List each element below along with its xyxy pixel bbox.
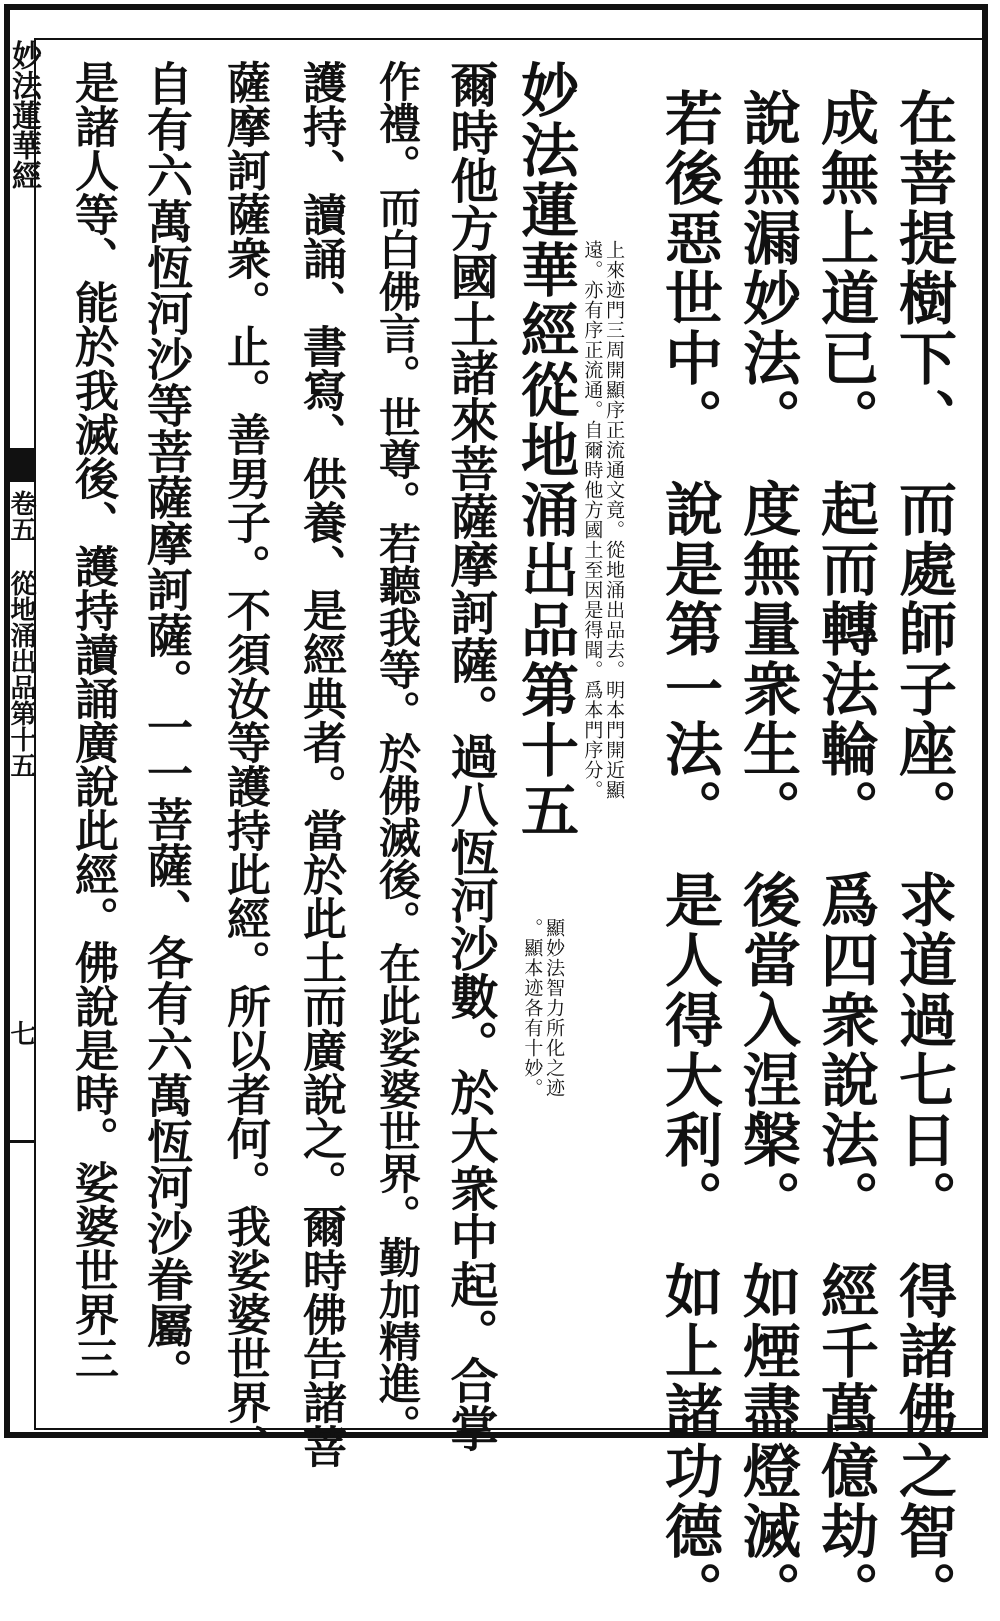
heading-note-line-1: 顯妙法智力所化之迹 <box>543 918 566 1098</box>
margin-book-title: 妙法蓮華經 <box>6 40 41 190</box>
text-column-10: 薩摩訶薩衆。止。善男子。不須汝等護持此經。所以者何。我娑婆世界、 <box>219 60 270 1468</box>
text-column-7: 爾時他方國土諸來菩薩摩訶薩。過八恆河沙數。於大衆中起。合掌 <box>442 60 498 1452</box>
text-column-9: 護持、讀誦、書寫、供養、是經典者。當於此土而廣說之。爾時佛告諸菩 <box>295 60 346 1468</box>
text-body <box>34 38 984 1621</box>
page-margin <box>6 10 41 1444</box>
chapter-heading: 妙法蓮華經從地涌出品第十五 <box>511 60 579 840</box>
margin-divider-band <box>10 448 34 482</box>
heading-note-line-2: 。顯本迹各有十妙。 <box>521 918 544 1098</box>
text-column-11: 自有六萬恆河沙等菩薩摩訶薩。一一菩薩、各有六萬恆河沙眷屬。 <box>140 60 194 1394</box>
text-column-8: 作禮。而白佛言。世尊。若聽我等。於佛滅後。在此娑婆世界。勤加精進。 <box>373 60 422 1446</box>
margin-page-number: 七 <box>6 1020 36 1046</box>
chapter-heading-note <box>499 780 586 1098</box>
text-column-12: 是諸人等、能於我滅後、護持讀誦廣說此經。佛說是時。娑婆世界三 <box>67 60 118 1380</box>
margin-chapter-title: 從地涌出品第十五 <box>6 570 36 778</box>
verse-column-2: 成無上道已。 起而轉法輪。 爲四衆說法。 經千萬億劫。 <box>811 88 879 1621</box>
commentary-line-1: 上來迹門三周開顯序正流通文竟。從地涌出品去。明本門開近顯 <box>603 240 626 800</box>
verse-column-4: 若後惡世中。 說是第一法。 是人得大利。 如上諸功德。 <box>655 88 723 1621</box>
page-frame <box>4 4 988 1621</box>
verse-column-1: 在菩提樹下、 而處師子座。 求道過七日。 得諸佛之智。 <box>889 88 957 1621</box>
margin-rule <box>10 1140 34 1143</box>
margin-chapter: 卷五 <box>6 490 36 542</box>
commentary-line-2: 遠。亦有序正流通。自爾時他方國土至因是得聞。爲本門序分。 <box>581 240 604 800</box>
verse-column-3: 說無漏妙法。 度無量衆生。 後當入涅槃。 如煙盡燈滅。 <box>733 88 801 1621</box>
